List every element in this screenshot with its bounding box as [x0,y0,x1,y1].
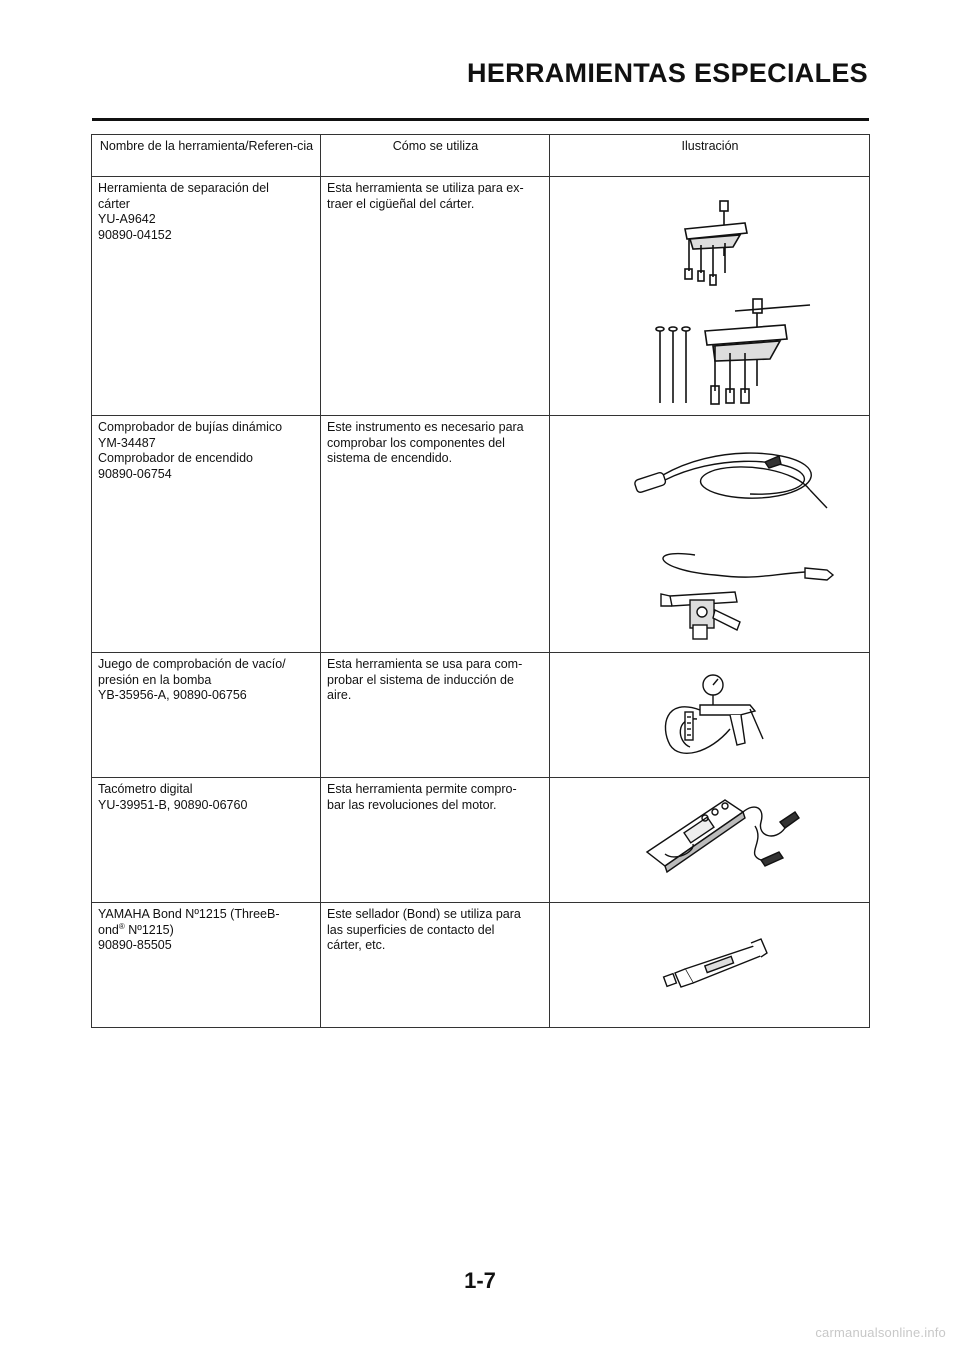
table-header-row [92,135,870,177]
table-row [92,903,870,1028]
tool-name-cell: Comprobador de bujías dinámico YM-34487 Comprobador de encendido 90890-06754 [92,416,321,653]
header-use: Cómo se utiliza [321,135,550,177]
tool-name-cell: Juego de comprobación de vacío/ presión en la bomba YB-35956-A, 90890-06756 [92,653,321,778]
illustration-cell [550,903,870,1028]
page-title: HERRAMIENTAS ESPECIALES [467,58,868,88]
tool-use-cell: Este sellador (Bond) se utiliza para las superficies de contacto del cárter, etc. [321,903,550,1028]
tool-use-cell: Esta herramienta permite compro- bar las revoluciones del motor. [321,778,550,903]
footer-watermark: carmanualsonline.info [815,1325,946,1340]
illustration-cell [550,653,870,778]
table-row [92,778,870,903]
ignition-checker-icon [565,420,855,648]
crankcase-separator-icon [565,181,855,411]
vacuum-pump-gauge-icon [565,657,855,773]
tool-name-cell: Tacómetro digital YU-39951-B, 90890-06760 [92,778,321,903]
tool-name-cell: YAMAHA Bond Nº1215 (ThreeB- ond® Nº1215) 90890-85505 [92,903,321,1028]
tool-use-cell: Este instrumento es necesario para comprobar los componentes del sistema de encendido. [321,416,550,653]
tool-name-cell: Herramienta de separación del cárter YU-A9642 90890-04152 [92,177,321,416]
illustration-cell [550,416,870,653]
header-illustration: Ilustración [550,135,870,177]
header-name: Nombre de la herramienta/Referen-cia [92,135,321,177]
page-number: 1-7 [464,1268,496,1293]
title-rule [92,118,869,121]
tool-use-cell: Esta herramienta se utiliza para ex- traer el cigüeñal del cárter. [321,177,550,416]
table-row [92,177,870,416]
sealant-tube-icon [565,907,855,1023]
table-row [92,653,870,778]
digital-tachometer-icon [565,782,855,898]
special-tools-table [91,134,870,1028]
tool-use-cell: Esta herramienta se usa para com- probar el sistema de inducción de aire. [321,653,550,778]
table-row [92,416,870,653]
illustration-cell [550,778,870,903]
illustration-cell [550,177,870,416]
